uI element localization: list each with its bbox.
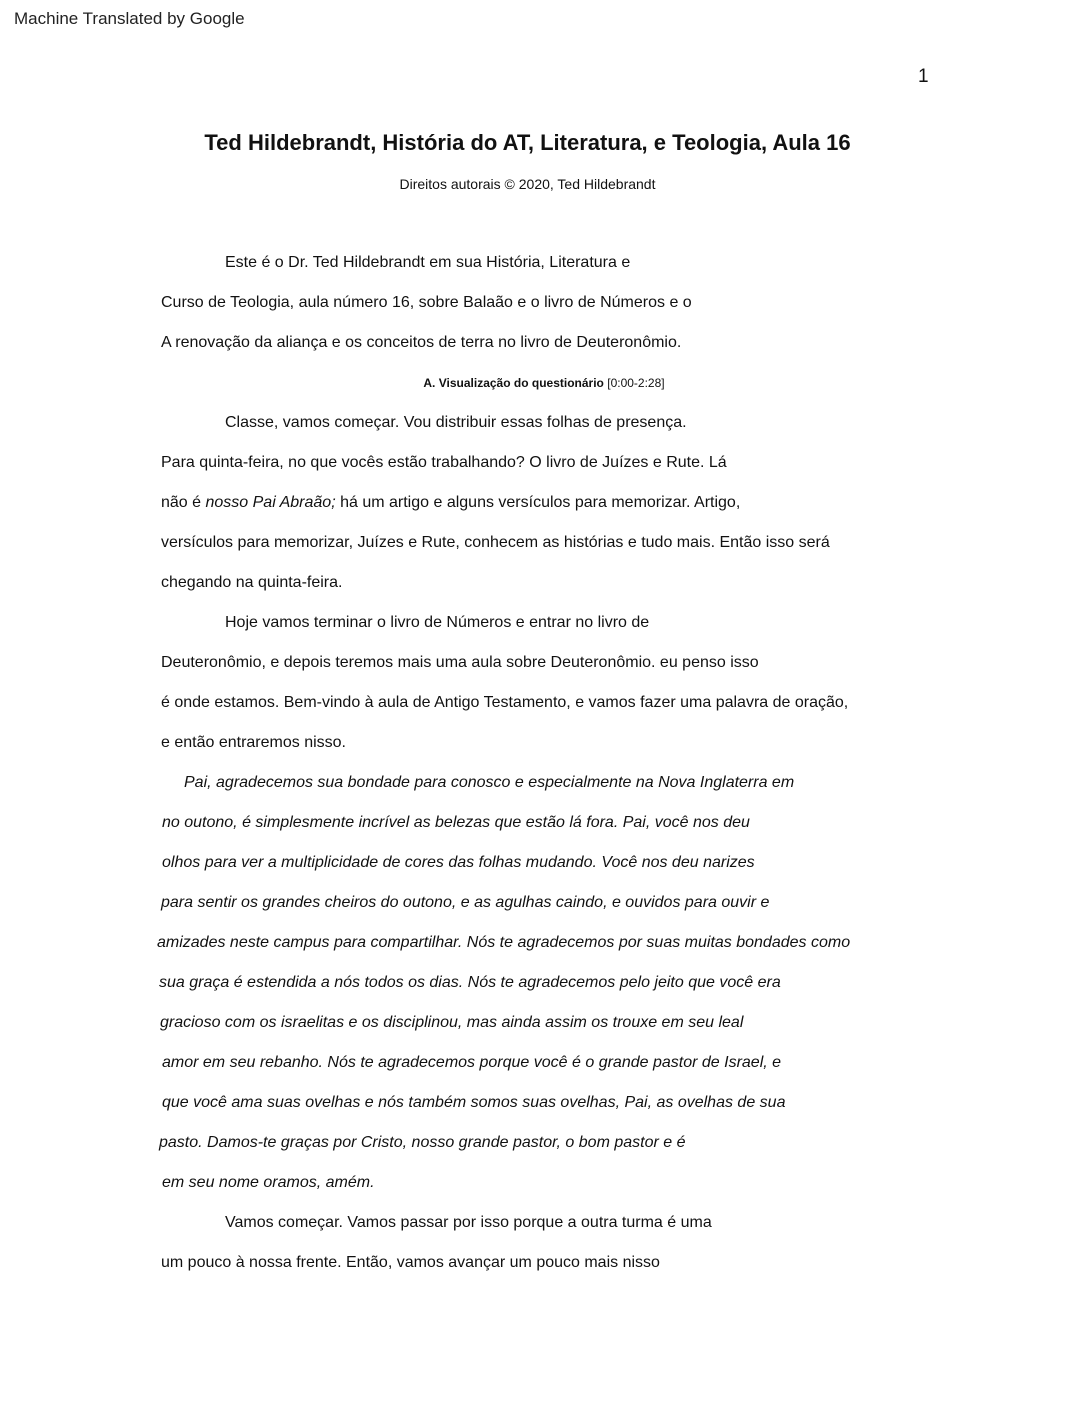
- prayer-line: em seu nome oramos, amém.: [162, 1174, 375, 1191]
- machine-translation-banner: Machine Translated by Google: [14, 9, 245, 28]
- document-title: Ted Hildebrandt, História do AT, Literatura, e Teologia, Aula 16: [204, 130, 851, 155]
- copyright-notice: Direitos autorais © 2020, Ted Hildebrandt: [399, 176, 656, 192]
- text-line: Curso de Teologia, aula número 16, sobre Balaão e o livro de Números e o: [161, 294, 692, 311]
- text-line: Deuteronômio, e depois teremos mais uma aula sobre Deuteronômio. eu penso isso: [161, 654, 759, 671]
- prayer-line: pasto. Damos-te graças por Cristo, nosso grande pastor, o bom pastor e é: [159, 1134, 686, 1151]
- text-line: [161, 494, 740, 512]
- text-line: Vamos começar. Vamos passar por isso porque a outra turma é uma: [225, 1214, 712, 1231]
- text-line: Hoje vamos terminar o livro de Números e entrar no livro de: [225, 614, 650, 631]
- text-line: é onde estamos. Bem-vindo à aula de Antigo Testamento, e vamos fazer uma palavra de oração,: [161, 694, 849, 711]
- section-heading-time: [0:00-2:28]: [607, 376, 665, 390]
- prayer-line: gracioso com os israelitas e os disciplinou, mas ainda assim os trouxe em seu leal: [160, 1014, 744, 1031]
- text-segment: há um artigo e alguns versículos para memorizar. Artigo,: [335, 494, 741, 511]
- section-heading-label: A. Visualização do questionário: [423, 376, 604, 390]
- prayer-line: para sentir os grandes cheiros do outono, e as agulhas caindo, e ouvidos para ouvir e: [161, 894, 770, 911]
- text-line: Classe, vamos começar. Vou distribuir essas folhas de presença.: [225, 414, 687, 431]
- text-line: Para quinta-feira, no que vocês estão trabalhando? O livro de Juízes e Rute. Lá: [161, 454, 727, 471]
- prayer-line: sua graça é estendida a nós todos os dias. Nós te agradecemos pelo jeito que você era: [159, 974, 781, 991]
- prayer-line: amor em seu rebanho. Nós te agradecemos porque você é o grande pastor de Israel, e: [162, 1054, 782, 1071]
- prayer-line: olhos para ver a multiplicidade de cores das folhas mudando. Você nos deu narizes: [162, 854, 755, 871]
- prayer-line: que você ama suas ovelhas e nós também somos suas ovelhas, Pai, as ovelhas de sua: [162, 1094, 786, 1111]
- text-line: A renovação da aliança e os conceitos de terra no livro de Deuteronômio.: [161, 334, 682, 351]
- page-number: 1: [918, 66, 929, 87]
- section-heading: [0, 376, 1088, 390]
- prayer-line: amizades neste campus para compartilhar. Nós te agradecemos por suas muitas bondades como: [157, 934, 851, 951]
- text-line: versículos para memorizar, Juízes e Rute, conhecem as histórias e tudo mais. Então isso será: [161, 534, 830, 551]
- text-line: Este é o Dr. Ted Hildebrandt em sua História, Literatura e: [225, 254, 631, 271]
- prayer-line: no outono, é simplesmente incrível as belezas que estão lá fora. Pai, você nos deu: [162, 814, 750, 831]
- text-segment: não é: [161, 494, 206, 511]
- prayer-line: Pai, agradecemos sua bondade para conosco e especialmente na Nova Inglaterra em: [184, 774, 795, 791]
- text-line: e então entraremos nisso.: [161, 734, 346, 751]
- text-line: um pouco à nossa frente. Então, vamos avançar um pouco mais nisso: [161, 1254, 660, 1271]
- italic-title: nosso Pai Abraão;: [205, 494, 336, 511]
- text-line: chegando na quinta-feira.: [161, 574, 343, 591]
